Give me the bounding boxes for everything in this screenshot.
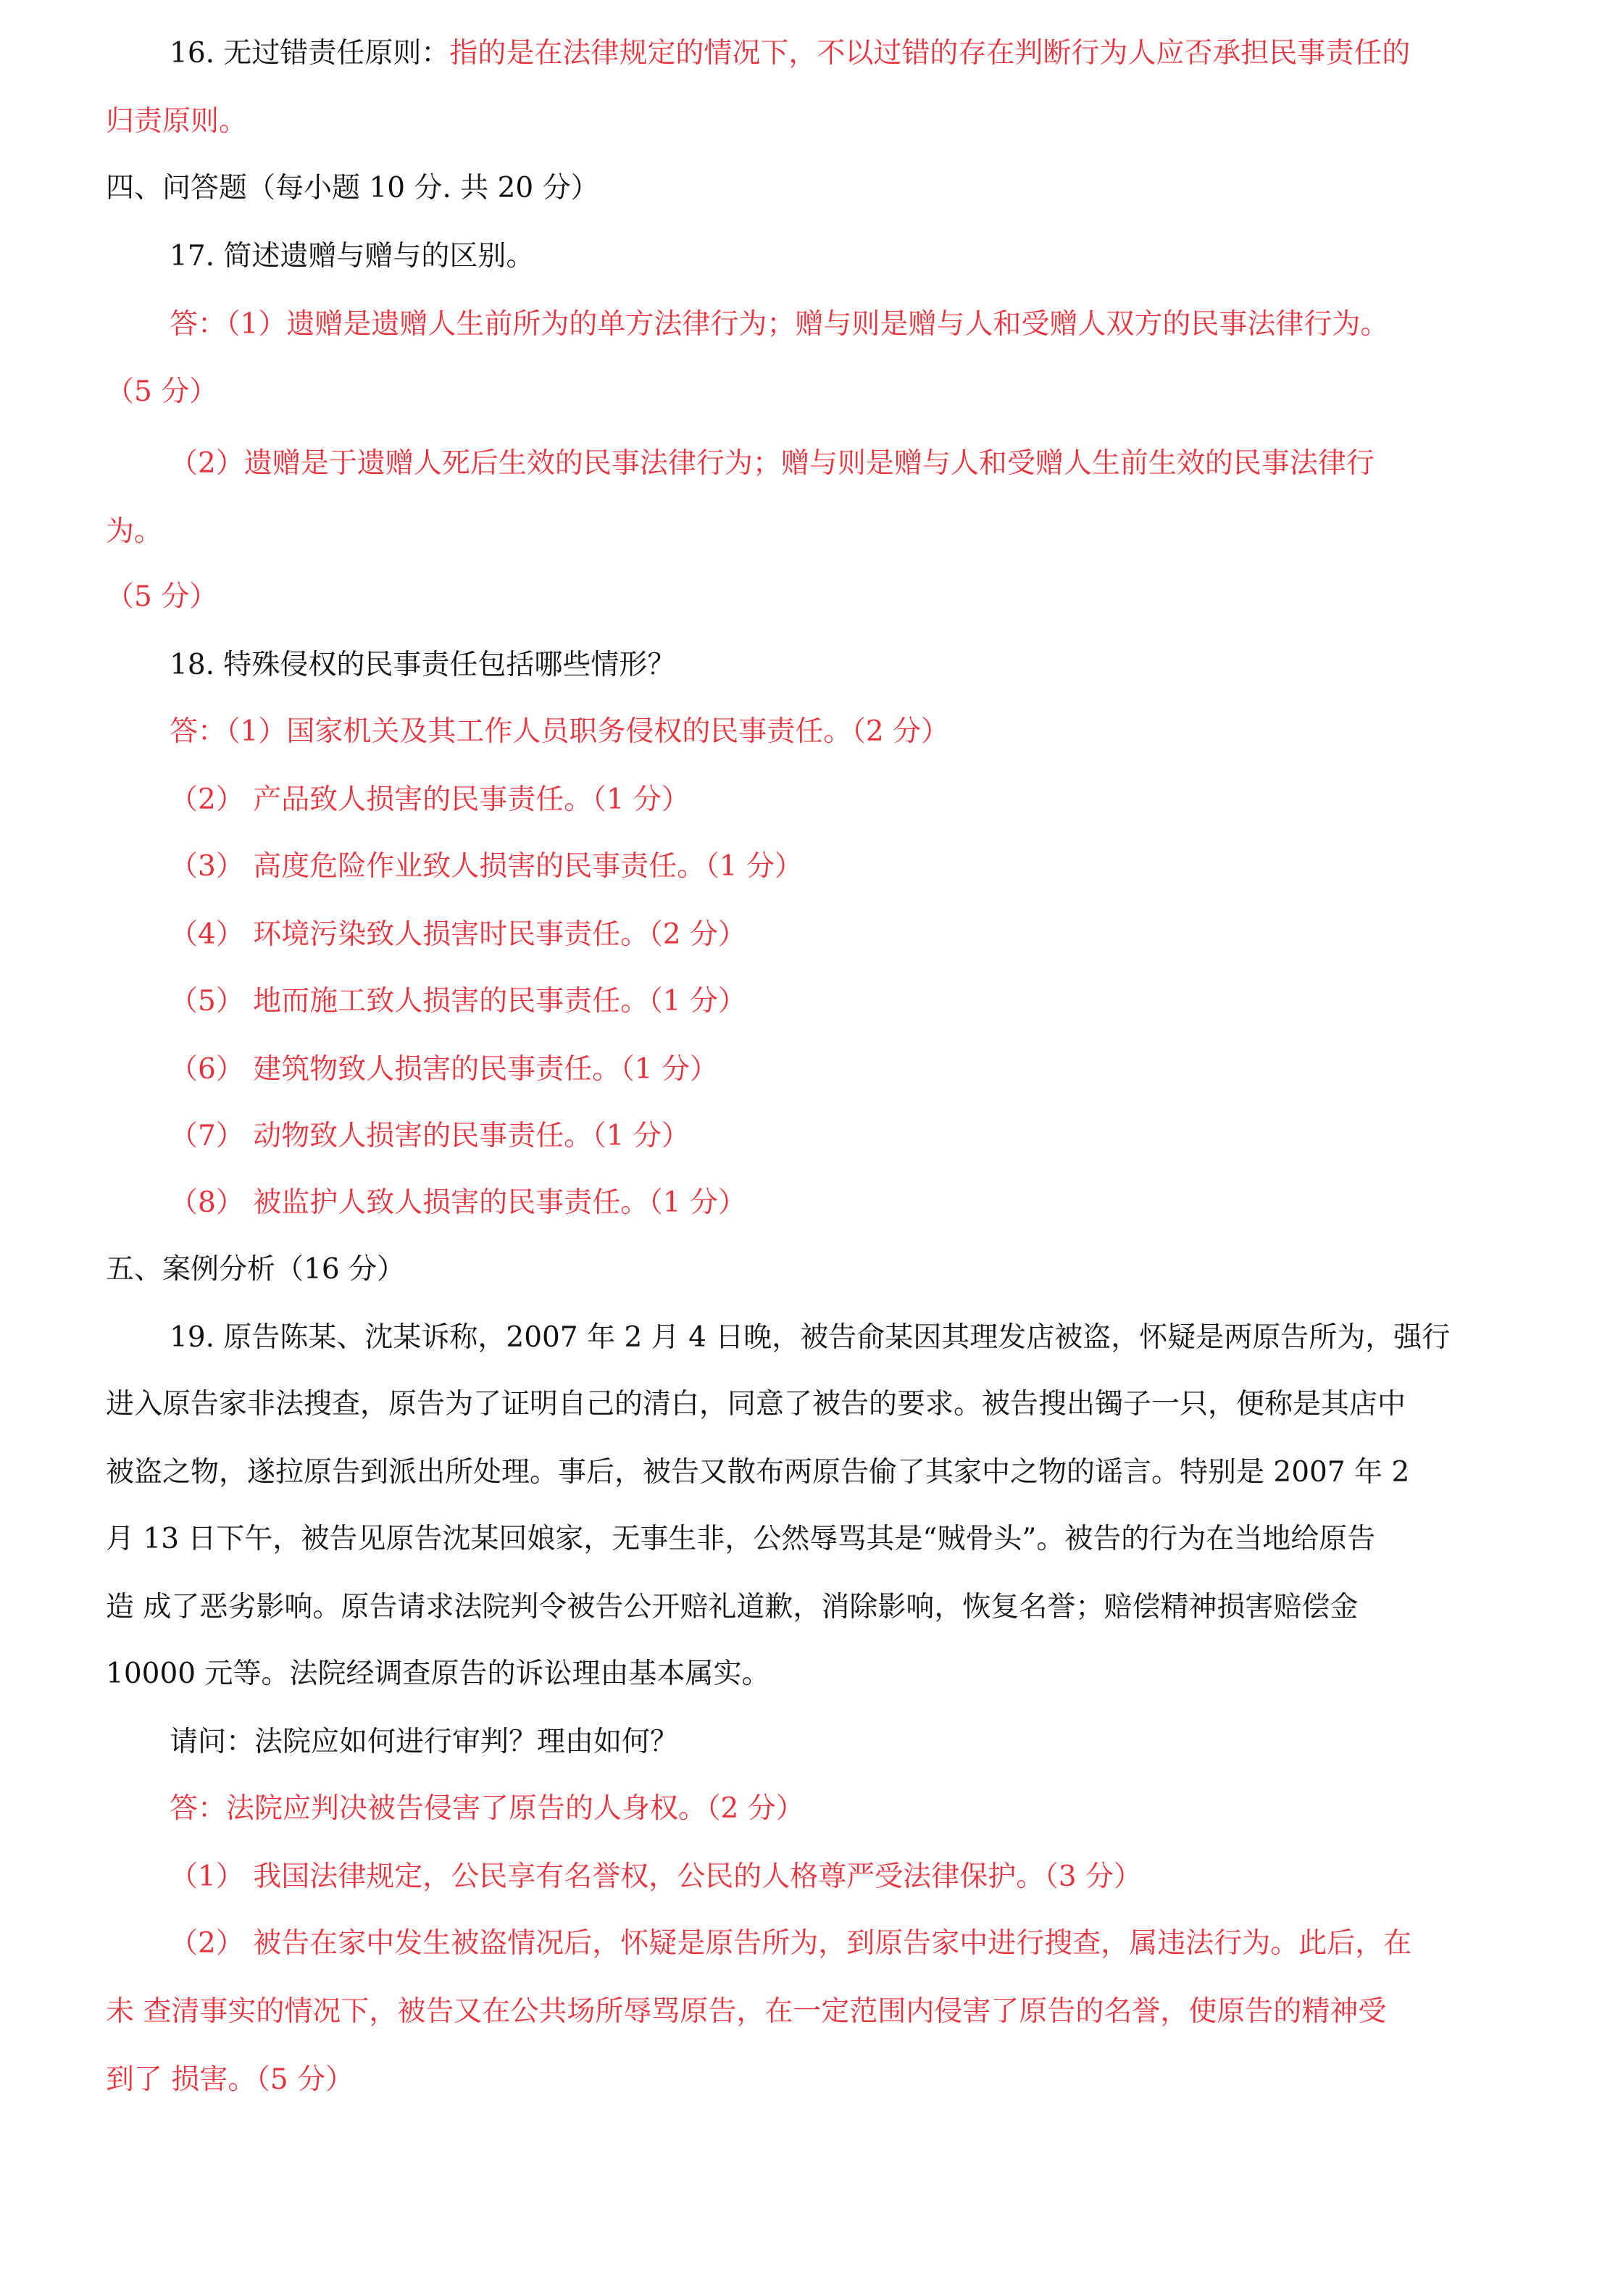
q19-case-line-5: 造 成了恶劣影响。原告请求法院判令被告公开赔礼道歉，消除影响，恢复名誉；赔偿精神损害赔偿金 [106,1591,1359,1623]
q19-answer-3: （2） 被告在家中发生被盗情况后，怀疑是原告所为，到原告家中进行搜查，属违法行为。此后，在 [170,1927,1412,1960]
q19-answer-1: 答：法院应判决被告侵害了原告的人身权。（2 分） [170,1792,804,1825]
q18-answer-6: （6） 建筑物致人损害的民事责任。（1 分） [170,1053,718,1086]
q17-answer-2-cont: 为。 [106,515,163,548]
q19-case-line-6: 10000 元等。法院经调查原告的诉讼理由基本属实。 [106,1657,770,1690]
q19-answer-3-cont: 未 查清事实的情况下，被告又在公共场所辱骂原告，在一定范围内侵害了原告的名誉，使原告的精神受 [106,1995,1387,2028]
q17-answer-1-score: （5 分） [106,375,218,408]
q17-answer-2: （2）遗赠是于遗赠人死后生效的民事法律行为；赠与则是赠与人和受赠人生前生效的民事法律行 [170,447,1375,480]
q17-answer-2-score: （5 分） [106,581,218,613]
section-4-heading: 四、问答题（每小题 10 分. 共 20 分） [106,172,599,204]
q19-answer-2: （1） 我国法律规定，公民享有名誉权，公民的人格尊严受法律保护。（3 分） [170,1860,1142,1893]
q18-answer-7: （7） 动物致人损害的民事责任。（1 分） [170,1120,690,1152]
q19-case-line-1: 19. 原告陈某、沈某诉称，2007 年 2 月 4 日晚，被告俞某因其理发店被盗，怀疑是两原告所为，强行 [170,1321,1451,1354]
q18-answer-3: （3） 高度危险作业致人损害的民事责任。（1 分） [170,850,803,883]
q18-answer-8: （8） 被监护人致人损害的民事责任。（1 分） [170,1186,746,1219]
q19-case-line-4: 月 13 日下午，被告见原告沈某回娘家，无事生非，公然辱骂其是“贼骨头”。被告的行为在当地给原告 [106,1523,1376,1555]
q16-line-2: 归责原则。 [106,105,248,138]
q17-answer-1: 答：（1）遗赠是遗赠人生前所为的单方法律行为；赠与则是赠与人和受赠人双方的民事法律行为。 [170,308,1389,341]
q18-question: 18. 特殊侵权的民事责任包括哪些情形？ [170,649,676,681]
q17-question: 17. 简述遗赠与赠与的区别。 [170,240,535,273]
section-5-heading: 五、案例分析（16 分） [106,1253,406,1286]
q18-answer-1: 答：（1）国家机关及其工作人员职务侵权的民事责任。（2 分） [170,715,950,748]
q16-line-1 [170,37,1411,70]
q19-question: 请问：法院应如何进行审判？理由如何？ [170,1726,679,1758]
q16-definition: 指的是在法律规定的情况下，不以过错的存在判断行为人应否承担民事责任的 [449,37,1411,70]
q18-answer-2: （2） 产品致人损害的民事责任。（1 分） [170,783,690,816]
q19-case-line-2: 进入原告家非法搜查，原告为了证明自己的清白，同意了被告的要求。被告搜出镯子一只，便称是其店中 [106,1388,1406,1421]
q18-answer-5: （5） 地而施工致人损害的民事责任。（1 分） [170,985,746,1018]
q18-answer-4: （4） 环境污染致人损害时民事责任。（2 分） [170,918,746,951]
q19-case-line-3: 被盗之物，遂拉原告到派出所处理。事后，被告又散布两原告偷了其家中之物的谣言。特别是 2007 年 2 [106,1456,1410,1489]
q19-answer-3-end: 到了 损害。（5 分） [106,2063,354,2096]
q16-term: 16. 无过错责任原则： [170,37,450,70]
